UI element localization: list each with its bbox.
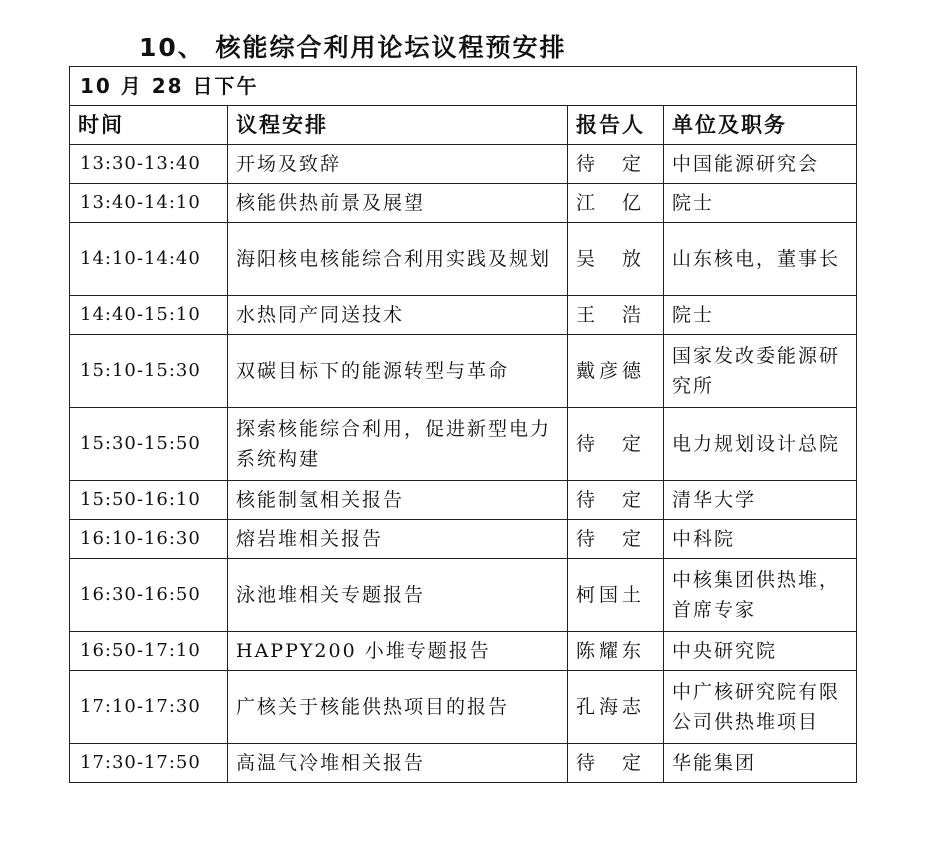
topic-cell: 开场及致辞 bbox=[228, 145, 568, 184]
speaker-cell: 吴 放 bbox=[568, 223, 664, 296]
speaker-cell: 江 亿 bbox=[568, 184, 664, 223]
topic-cell: 高温气冷堆相关报告 bbox=[228, 744, 568, 783]
page-title: 10、 核能综合利用论坛议程预安排 bbox=[139, 33, 567, 62]
col-header-time: 时间 bbox=[70, 106, 228, 145]
time-cell: 17:10-17:30 bbox=[70, 671, 228, 744]
table-row bbox=[70, 671, 857, 744]
speaker-cell: 待 定 bbox=[568, 744, 664, 783]
affiliation-cell: 中央研究院 bbox=[664, 632, 857, 671]
table-row bbox=[70, 296, 857, 335]
topic-cell: 核能制氢相关报告 bbox=[228, 481, 568, 520]
table-row bbox=[70, 744, 857, 783]
header-row bbox=[70, 106, 857, 145]
table-row bbox=[70, 481, 857, 520]
col-header-speaker: 报告人 bbox=[568, 106, 664, 145]
time-cell: 16:30-16:50 bbox=[70, 559, 228, 632]
time-cell: 15:30-15:50 bbox=[70, 408, 228, 481]
time-cell: 15:50-16:10 bbox=[70, 481, 228, 520]
table-row bbox=[70, 335, 857, 408]
agenda-table bbox=[69, 66, 857, 783]
col-header-topic: 议程安排 bbox=[228, 106, 568, 145]
topic-cell: 泳池堆相关专题报告 bbox=[228, 559, 568, 632]
time-cell: 13:30-13:40 bbox=[70, 145, 228, 184]
affiliation-cell: 中科院 bbox=[664, 520, 857, 559]
affiliation-cell: 山东核电，董事长 bbox=[664, 223, 857, 296]
speaker-cell: 孔海志 bbox=[568, 671, 664, 744]
table-row bbox=[70, 520, 857, 559]
topic-cell: 探索核能综合利用，促进新型电力系统构建 bbox=[228, 408, 568, 481]
topic-cell: HAPPY200 小堆专题报告 bbox=[228, 632, 568, 671]
affiliation-cell: 院士 bbox=[664, 296, 857, 335]
speaker-cell: 待 定 bbox=[568, 520, 664, 559]
time-cell: 14:10-14:40 bbox=[70, 223, 228, 296]
topic-cell: 熔岩堆相关报告 bbox=[228, 520, 568, 559]
time-cell: 16:10-16:30 bbox=[70, 520, 228, 559]
session-date: 10 月 28 日下午 bbox=[70, 67, 857, 106]
col-header-affiliation: 单位及职务 bbox=[664, 106, 857, 145]
table-row bbox=[70, 184, 857, 223]
table-row bbox=[70, 145, 857, 184]
speaker-cell: 陈耀东 bbox=[568, 632, 664, 671]
speaker-cell: 王 浩 bbox=[568, 296, 664, 335]
affiliation-cell: 中核集团供热堆，首席专家 bbox=[664, 559, 857, 632]
affiliation-cell: 中广核研究院有限公司供热堆项目 bbox=[664, 671, 857, 744]
time-cell: 14:40-15:10 bbox=[70, 296, 228, 335]
speaker-cell: 待 定 bbox=[568, 408, 664, 481]
affiliation-cell: 院士 bbox=[664, 184, 857, 223]
time-cell: 17:30-17:50 bbox=[70, 744, 228, 783]
time-cell: 16:50-17:10 bbox=[70, 632, 228, 671]
speaker-cell: 柯国土 bbox=[568, 559, 664, 632]
table-row bbox=[70, 223, 857, 296]
affiliation-cell: 国家发改委能源研究所 bbox=[664, 335, 857, 408]
topic-cell: 水热同产同送技术 bbox=[228, 296, 568, 335]
speaker-cell: 待 定 bbox=[568, 481, 664, 520]
topic-cell: 海阳核电核能综合利用实践及规划 bbox=[228, 223, 568, 296]
affiliation-cell: 电力规划设计总院 bbox=[664, 408, 857, 481]
table-row bbox=[70, 408, 857, 481]
topic-cell: 广核关于核能供热项目的报告 bbox=[228, 671, 568, 744]
speaker-cell: 戴彦德 bbox=[568, 335, 664, 408]
topic-cell: 双碳目标下的能源转型与革命 bbox=[228, 335, 568, 408]
affiliation-cell: 中国能源研究会 bbox=[664, 145, 857, 184]
time-cell: 15:10-15:30 bbox=[70, 335, 228, 408]
table-row bbox=[70, 632, 857, 671]
speaker-cell: 待 定 bbox=[568, 145, 664, 184]
table-row bbox=[70, 559, 857, 632]
time-cell: 13:40-14:10 bbox=[70, 184, 228, 223]
affiliation-cell: 清华大学 bbox=[664, 481, 857, 520]
affiliation-cell: 华能集团 bbox=[664, 744, 857, 783]
topic-cell: 核能供热前景及展望 bbox=[228, 184, 568, 223]
